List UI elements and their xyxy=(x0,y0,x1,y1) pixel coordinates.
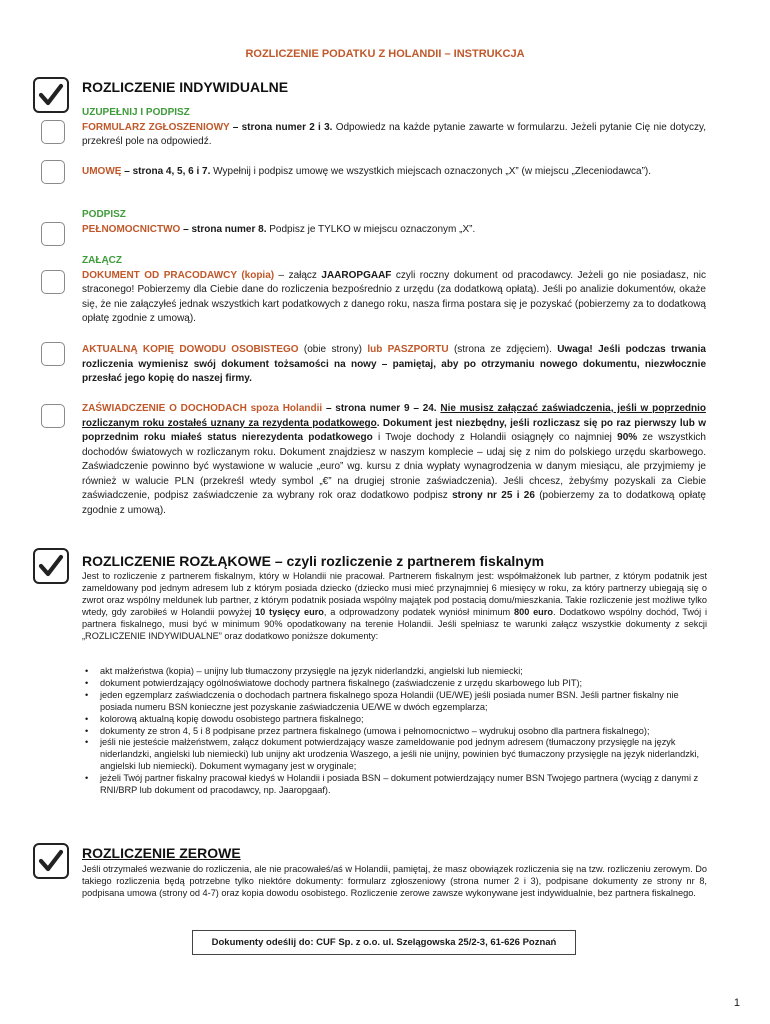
page-number: 1 xyxy=(733,997,740,1009)
item-formularz: UZUPEŁNIJ I PODPISZ FORMULARZ ZGŁOSZENIOWY – strona numer 2 i 3. Odpowiedz na każde pytanie zawarte w formularzu. Jeżeli pytanie Cię nie dotyczy, przekreśl pole na odpowiedź. xyxy=(82,107,706,147)
item-name: FORMULARZ ZGŁOSZENIOWY xyxy=(82,121,230,133)
list-item: • jeżeli Twój partner fiskalny pracował kiedyś w Holandii i posiada BSN – dokument potwierdzający numer BSN Twojego partnera (wyciąg z danymi z RNI/BRP lub dokument od pracodawcy, np. Jaaropgaaf). xyxy=(82,773,707,797)
list-item: • dokument potwierdzający ogólnoświatowe dochody partnera fiskalnego (zaświadczenie z urzędu skarbowego lub PIT); xyxy=(82,678,707,690)
item-label: PODPISZ xyxy=(82,209,126,220)
item-name: AKTUALNĄ KOPIĘ DOWODU OSOBISTEGO xyxy=(82,344,299,355)
checkmark-icon xyxy=(33,548,69,584)
item-label: UZUPEŁNIJ I PODPISZ xyxy=(82,107,190,118)
section-rozlakowe-paragraph: Jest to rozliczenie z partnerem fiskalnym, który w Holandii nie pracował. Partnerem fiskalnym jest: współmałżonek lub partner, z którym podatnik jest zameldowany pod jednym adresem lub z którym posiada dziecko (dziecko musi mieć przynajmniej 6 miesięcy w roku, za który partnerzy ubiegają się o zwrot oraz wspólny meldunek lub partner, z którym podatnik posiada wspólny majątek pod postacią domu/mieszkania. Takie rozliczenie jest możliwe tylko wtedy, gdy zarobiłeś w Holandii powyżej 10 tysięcy euro, a odprowadzony podatek wyniósł minimum 800 euro. Dodatkowo wspólny dochód, Twój i partnera fiskalnego, musi być w minimum 90% opodatkowany na terenie Holandii. Jeśli spełniasz te warunki załącz wszystkie dokumenty z sekcji „ROZLICZENIE INDYWIDUALNE” oraz dodatkowo poniższe dokumenty: xyxy=(82,571,707,641)
list-item: • jeśli nie jesteście małżeństwem, załącz dokument potwierdzający wasze zameldowanie pod jednym adresem (tłumaczony przysięgle na język niderlandzki, angielski lub niemiecki) lub unijny akt urodzenia Waszego, a jeśli nie unijny, powinien być tłumaczony przysięgle na język niderlandzki, angielski lub niemiecki). Dokument wymagany jest w oryginale; xyxy=(82,737,707,773)
documents-list xyxy=(82,666,707,797)
item-name: UMOWĘ xyxy=(82,166,122,177)
item-name: PEŁNOMOCNICTWO xyxy=(82,223,181,235)
checkbox-formularz[interactable] xyxy=(41,120,65,144)
list-item: • kolorową aktualną kopię dowodu osobistego partnera fiskalnego; xyxy=(82,714,707,726)
list-item: • dokumenty ze stron 4, 5 i 8 podpisane przez partnera fiskalnego (umowa i pełnomocnictwo – wydrukuj osobno dla partnera fiskalnego); xyxy=(82,726,707,738)
item-label: ZAŁĄCZ xyxy=(82,255,122,266)
checkbox-umowa[interactable] xyxy=(41,160,65,184)
list-item: • jeden egzemplarz zaświadczenia o dochodach partnera fiskalnego spoza Holandii (UE/WE) jeśli posiada numer BSN. Jeśli partner fiskalny nie posiada numeru BSN konieczne jest pozyskanie zaświadczenia UE/WE w dwóch egzemplarza; xyxy=(82,690,707,714)
checkbox-pracodawca[interactable] xyxy=(41,270,65,294)
list-item: • akt małżeństwa (kopia) – unijny lub tłumaczony przysięgle na język niderlandzki, angielski lub niemiecki; xyxy=(82,666,707,678)
document-title: ROZLICZENIE PODATKU Z HOLANDII – INSTRUKCJA xyxy=(245,48,525,60)
section-zerowe-paragraph: Jeśli otrzymałeś wezwanie do rozliczenia, ale nie pracowałeś/aś w Holandii, pamiętaj, że masz obowiązek rozliczenia się na tzw. rozliczeniu zerowym. Do takiego rozliczenia będą potrzebne tylko niektóre dokumenty: formularz zgłoszeniowy (strona numer 2 i 3), podpisane dokumenty ze strony nr 8, podpisana umowa (strony od 4-7) oraz kopia dowodu osobistego. Rozliczenie zerowe zawsze wykonywane jest indywidualnie, bez partnera fiskalnego. xyxy=(82,864,707,898)
checkbox-dowod[interactable] xyxy=(41,342,65,366)
checkbox-pelnomocnictwo[interactable] xyxy=(41,222,65,246)
item-dowod: AKTUALNĄ KOPIĘ DOWODU OSOBISTEGO (obie strony) lub PASZPORTU (strona ze zdjęciem). Uwaga! Jeśli podczas trwania rozliczenia wymienisz swój dokument tożsamości na nowy – pamiętaj, aby po otrzymaniu nowego dokumentu, niezwłocznie przesłać jego kopię do naszej firmy. xyxy=(82,344,706,384)
address-box: Dokumenty odeślij do: CUF Sp. z o.o. ul. Szelągowska 25/2-3, 61-626 Poznań xyxy=(192,930,576,955)
item-zaswiadczenie: ZAŚWIADCZENIE O DOCHODACH spoza Holandii – strona numer 9 – 24. Nie musisz załączać zaświadczenia, jeśli w poprzednio rozliczanym roku zostałeś uznany za rezydenta podatkowego. Dokument jest niezbędny, jeśli rozliczasz się po raz pierwszy lub w poprzednim roku miałeś status nierezydenta podatkowego i Twoje dochody z Holandii osiągnęły co najmniej 90% ze wszystkich dochodów światowych w rozliczanym roku. Dokument znajdziesz w naszym komplecie – udaj się z nim do polskiego urzędu skarbowego. Zaświadczenie powinno być wystawione w walucie „euro” wg. kursu z dnia wypłaty wynagrodzenia w danym miesiącu, ale przyjmiemy je również w walucie PLN (przekreśl wtedy symbol „€” na drugiej stronie zaświadczenia). Jeśli chcesz, żebyśmy pozyskali za Ciebie zaświadczenie, podpisz zaświadczenie za wybrany rok oraz dodatkowo podpisz strony nr 25 i 26 (pobierzemy za to dodatkową opłatę zgodnie z umową). xyxy=(82,403,706,516)
checkmark-icon xyxy=(33,843,69,879)
item-pracodawca: ZAŁĄCZ DOKUMENT OD PRACODAWCY (kopia) – załącz JAAROPGAAF czyli roczny dokument od pracodawcy. Jeżeli go nie posiadasz, nic straconego! Pobierzemy dla Ciebie dane do rozliczenia bezpośrednio z urzędu (za dodatkową opłatą). Jeśli po analizie dokumentów, okaże się, że nie załączyłeś jednak wszystkich kart podatkowych z danego roku, nasza firma postara się je pozyskać (pobierzemy za to dodatkową opłatę zgodnie z umową). xyxy=(82,255,706,324)
checkmark-icon xyxy=(33,77,69,113)
section-heading-rozlakowe: ROZLICZENIE ROZŁĄKOWE – czyli rozliczenie z partnerem fiskalnym xyxy=(82,553,545,569)
item-pelnomocnictwo: PODPISZ PEŁNOMOCNICTWO – strona numer 8. Podpisz je TYLKO w miejscu oznaczonym „X”. xyxy=(82,208,706,237)
item-name: ZAŚWIADCZENIE O DOCHODACH spoza Holandii xyxy=(82,403,323,414)
checkbox-zaswiadczenie[interactable] xyxy=(41,404,65,428)
item-umowa: UMOWĘ – strona 4, 5, 6 i 7. Wypełnij i podpisz umowę we wszystkich miejscach oznaczonych „X” (w miejscu „Zleceniodawca”). xyxy=(82,166,652,177)
section-heading-individual: ROZLICZENIE INDYWIDUALNE xyxy=(82,79,289,95)
section-heading-zerowe: ROZLICZENIE ZEROWE xyxy=(82,845,241,861)
item-name: DOKUMENT OD PRACODAWCY (kopia) xyxy=(82,269,275,281)
